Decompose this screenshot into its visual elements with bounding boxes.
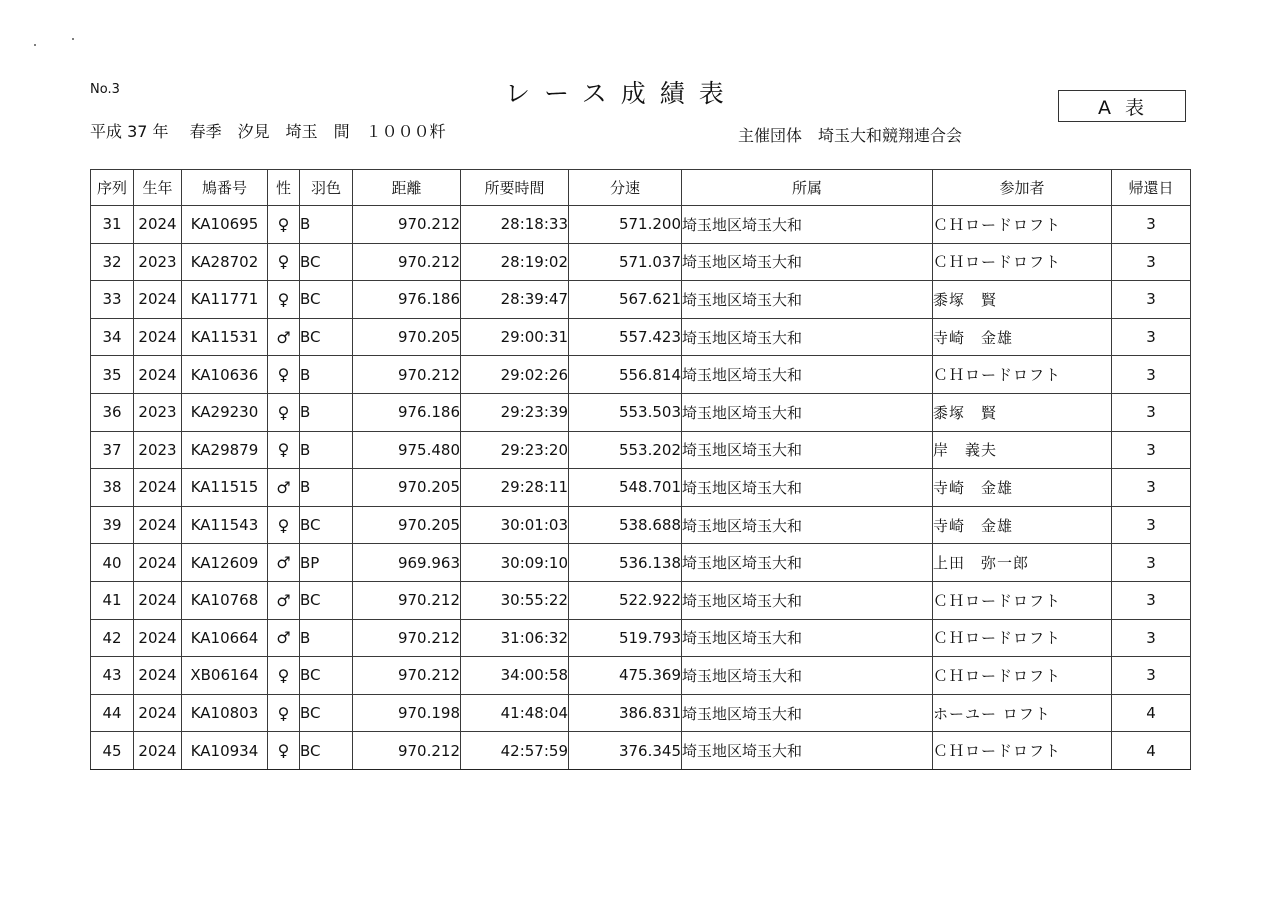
cell-distance: 970.212 <box>353 619 461 657</box>
cell-rank: 41 <box>91 581 134 619</box>
cell-rank: 45 <box>91 732 134 770</box>
cell-ring-number: KA11543 <box>182 506 268 544</box>
cell-color: BP <box>300 544 353 582</box>
cell-birth-year: 2024 <box>134 619 182 657</box>
cell-rank: 44 <box>91 694 134 732</box>
table-row <box>91 206 1191 244</box>
cell-birth-year: 2023 <box>134 243 182 281</box>
cell-affiliation: 埼玉地区埼玉大和 <box>682 469 933 507</box>
col-color: 羽色 <box>300 170 353 206</box>
scan-speck <box>72 38 74 40</box>
cell-participant: 黍塚 賢 <box>933 393 1112 431</box>
cell-color: B <box>300 206 353 244</box>
cell-rank: 34 <box>91 318 134 356</box>
cell-return-day: 3 <box>1112 356 1191 394</box>
col-participant: 参加者 <box>933 170 1112 206</box>
cell-ring-number: XB06164 <box>182 657 268 695</box>
cell-affiliation: 埼玉地区埼玉大和 <box>682 356 933 394</box>
table-row <box>91 506 1191 544</box>
cell-return-day: 3 <box>1112 657 1191 695</box>
table-row <box>91 619 1191 657</box>
cell-speed: 557.423 <box>569 318 682 356</box>
cell-return-day: 3 <box>1112 431 1191 469</box>
cell-return-day: 3 <box>1112 581 1191 619</box>
col-flight-time: 所要時間 <box>461 170 569 206</box>
page-title: レース成績表 <box>505 79 738 108</box>
cell-sex: ♂ <box>268 544 300 582</box>
cell-rank: 33 <box>91 281 134 319</box>
col-affiliation: 所属 <box>682 170 933 206</box>
cell-speed: 522.922 <box>569 581 682 619</box>
cell-distance: 970.205 <box>353 506 461 544</box>
cell-return-day: 3 <box>1112 393 1191 431</box>
cell-return-day: 3 <box>1112 206 1191 244</box>
cell-flight-time: 30:55:22 <box>461 581 569 619</box>
cell-flight-time: 29:02:26 <box>461 356 569 394</box>
cell-ring-number: KA29879 <box>182 431 268 469</box>
cell-color: B <box>300 431 353 469</box>
cell-rank: 40 <box>91 544 134 582</box>
cell-flight-time: 29:23:39 <box>461 393 569 431</box>
cell-rank: 42 <box>91 619 134 657</box>
race-info: 平成 37 年 春季 汐見 埼玉 間 １０００粁 <box>90 122 446 141</box>
cell-rank: 37 <box>91 431 134 469</box>
cell-participant: ホーユー ロフト <box>933 694 1112 732</box>
cell-affiliation: 埼玉地区埼玉大和 <box>682 619 933 657</box>
cell-rank: 36 <box>91 393 134 431</box>
cell-color: BC <box>300 657 353 695</box>
cell-ring-number: KA10934 <box>182 732 268 770</box>
cell-rank: 32 <box>91 243 134 281</box>
cell-birth-year: 2023 <box>134 393 182 431</box>
table-row <box>91 657 1191 695</box>
cell-color: BC <box>300 694 353 732</box>
cell-participant: ＣＨロードロフト <box>933 732 1112 770</box>
cell-color: BC <box>300 581 353 619</box>
organizer: 主催団体 埼玉大和競翔連合会 <box>738 126 963 145</box>
table-row <box>91 469 1191 507</box>
cell-affiliation: 埼玉地区埼玉大和 <box>682 732 933 770</box>
cell-ring-number: KA29230 <box>182 393 268 431</box>
table-row <box>91 732 1191 770</box>
cell-birth-year: 2024 <box>134 506 182 544</box>
cell-affiliation: 埼玉地区埼玉大和 <box>682 318 933 356</box>
cell-distance: 970.212 <box>353 243 461 281</box>
cell-rank: 38 <box>91 469 134 507</box>
cell-distance: 976.186 <box>353 393 461 431</box>
cell-birth-year: 2024 <box>134 581 182 619</box>
cell-birth-year: 2024 <box>134 206 182 244</box>
cell-sex: ♀ <box>268 506 300 544</box>
cell-ring-number: KA10664 <box>182 619 268 657</box>
cell-rank: 39 <box>91 506 134 544</box>
cell-distance: 970.212 <box>353 732 461 770</box>
cell-flight-time: 28:39:47 <box>461 281 569 319</box>
cell-distance: 970.205 <box>353 318 461 356</box>
cell-sex: ♂ <box>268 318 300 356</box>
cell-distance: 970.212 <box>353 657 461 695</box>
cell-sex: ♀ <box>268 243 300 281</box>
cell-sex: ♀ <box>268 657 300 695</box>
cell-speed: 538.688 <box>569 506 682 544</box>
cell-sex: ♀ <box>268 431 300 469</box>
cell-color: B <box>300 356 353 394</box>
col-rank: 序列 <box>91 170 134 206</box>
cell-participant: 寺崎 金雄 <box>933 318 1112 356</box>
cell-color: BC <box>300 732 353 770</box>
cell-participant: 寺崎 金雄 <box>933 506 1112 544</box>
cell-flight-time: 28:19:02 <box>461 243 569 281</box>
cell-return-day: 4 <box>1112 732 1191 770</box>
cell-ring-number: KA11531 <box>182 318 268 356</box>
cell-affiliation: 埼玉地区埼玉大和 <box>682 393 933 431</box>
cell-ring-number: KA10636 <box>182 356 268 394</box>
cell-distance: 970.212 <box>353 581 461 619</box>
col-birth-year: 生年 <box>134 170 182 206</box>
cell-birth-year: 2024 <box>134 469 182 507</box>
cell-rank: 35 <box>91 356 134 394</box>
cell-flight-time: 41:48:04 <box>461 694 569 732</box>
cell-distance: 970.205 <box>353 469 461 507</box>
cell-sex: ♂ <box>268 581 300 619</box>
cell-affiliation: 埼玉地区埼玉大和 <box>682 206 933 244</box>
cell-speed: 519.793 <box>569 619 682 657</box>
cell-sex: ♀ <box>268 732 300 770</box>
cell-flight-time: 28:18:33 <box>461 206 569 244</box>
cell-flight-time: 29:28:11 <box>461 469 569 507</box>
cell-distance: 969.963 <box>353 544 461 582</box>
cell-speed: 571.200 <box>569 206 682 244</box>
cell-participant: ＣＨロードロフト <box>933 619 1112 657</box>
cell-speed: 553.202 <box>569 431 682 469</box>
cell-flight-time: 30:09:10 <box>461 544 569 582</box>
cell-birth-year: 2024 <box>134 732 182 770</box>
cell-flight-time: 42:57:59 <box>461 732 569 770</box>
cell-participant: ＣＨロードロフト <box>933 356 1112 394</box>
cell-flight-time: 29:23:20 <box>461 431 569 469</box>
cell-color: B <box>300 469 353 507</box>
cell-distance: 970.212 <box>353 356 461 394</box>
header-row <box>91 170 1191 206</box>
scan-speck <box>34 44 36 46</box>
cell-affiliation: 埼玉地区埼玉大和 <box>682 544 933 582</box>
cell-distance: 970.212 <box>353 206 461 244</box>
col-sex: 性 <box>268 170 300 206</box>
table-row <box>91 281 1191 319</box>
cell-birth-year: 2024 <box>134 281 182 319</box>
table-row <box>91 694 1191 732</box>
cell-speed: 556.814 <box>569 356 682 394</box>
col-return-day: 帰還日 <box>1112 170 1191 206</box>
cell-flight-time: 31:06:32 <box>461 619 569 657</box>
cell-return-day: 3 <box>1112 469 1191 507</box>
cell-ring-number: KA11771 <box>182 281 268 319</box>
cell-participant: 寺崎 金雄 <box>933 469 1112 507</box>
cell-speed: 567.621 <box>569 281 682 319</box>
cell-speed: 548.701 <box>569 469 682 507</box>
cell-ring-number: KA10695 <box>182 206 268 244</box>
cell-flight-time: 34:00:58 <box>461 657 569 695</box>
cell-flight-time: 29:00:31 <box>461 318 569 356</box>
cell-participant: ＣＨロードロフト <box>933 243 1112 281</box>
cell-sex: ♀ <box>268 281 300 319</box>
cell-return-day: 4 <box>1112 694 1191 732</box>
cell-return-day: 3 <box>1112 243 1191 281</box>
cell-ring-number: KA10768 <box>182 581 268 619</box>
table-row <box>91 431 1191 469</box>
cell-affiliation: 埼玉地区埼玉大和 <box>682 581 933 619</box>
cell-color: BC <box>300 506 353 544</box>
cell-return-day: 3 <box>1112 281 1191 319</box>
cell-flight-time: 30:01:03 <box>461 506 569 544</box>
cell-sex: ♀ <box>268 206 300 244</box>
cell-speed: 376.345 <box>569 732 682 770</box>
cell-birth-year: 2024 <box>134 657 182 695</box>
cell-sex: ♂ <box>268 469 300 507</box>
cell-speed: 536.138 <box>569 544 682 582</box>
cell-speed: 571.037 <box>569 243 682 281</box>
cell-distance: 975.480 <box>353 431 461 469</box>
cell-ring-number: KA11515 <box>182 469 268 507</box>
table-row <box>91 544 1191 582</box>
cell-sex: ♀ <box>268 356 300 394</box>
cell-participant: ＣＨロードロフト <box>933 581 1112 619</box>
cell-color: BC <box>300 243 353 281</box>
results-body <box>91 206 1191 770</box>
cell-sex: ♀ <box>268 694 300 732</box>
cell-birth-year: 2024 <box>134 694 182 732</box>
document-number: No.3 <box>90 82 120 97</box>
table-row <box>91 243 1191 281</box>
cell-birth-year: 2023 <box>134 431 182 469</box>
cell-ring-number: KA10803 <box>182 694 268 732</box>
cell-affiliation: 埼玉地区埼玉大和 <box>682 281 933 319</box>
cell-return-day: 3 <box>1112 506 1191 544</box>
cell-distance: 970.198 <box>353 694 461 732</box>
cell-ring-number: KA28702 <box>182 243 268 281</box>
cell-return-day: 3 <box>1112 544 1191 582</box>
cell-affiliation: 埼玉地区埼玉大和 <box>682 694 933 732</box>
col-ring-number: 鳩番号 <box>182 170 268 206</box>
cell-affiliation: 埼玉地区埼玉大和 <box>682 431 933 469</box>
results-table <box>90 169 1191 770</box>
cell-color: BC <box>300 281 353 319</box>
cell-affiliation: 埼玉地区埼玉大和 <box>682 243 933 281</box>
cell-birth-year: 2024 <box>134 356 182 394</box>
cell-affiliation: 埼玉地区埼玉大和 <box>682 506 933 544</box>
cell-participant: ＣＨロードロフト <box>933 657 1112 695</box>
cell-color: BC <box>300 318 353 356</box>
cell-distance: 976.186 <box>353 281 461 319</box>
cell-participant: 上田 弥一郎 <box>933 544 1112 582</box>
table-row <box>91 393 1191 431</box>
cell-rank: 31 <box>91 206 134 244</box>
col-distance: 距離 <box>353 170 461 206</box>
cell-sex: ♀ <box>268 393 300 431</box>
cell-ring-number: KA12609 <box>182 544 268 582</box>
table-badge: A表 <box>1058 90 1186 122</box>
table-row <box>91 356 1191 394</box>
cell-participant: 黍塚 賢 <box>933 281 1112 319</box>
cell-rank: 43 <box>91 657 134 695</box>
cell-participant: ＣＨロードロフト <box>933 206 1112 244</box>
cell-affiliation: 埼玉地区埼玉大和 <box>682 657 933 695</box>
cell-birth-year: 2024 <box>134 544 182 582</box>
cell-speed: 553.503 <box>569 393 682 431</box>
cell-color: B <box>300 619 353 657</box>
col-speed: 分速 <box>569 170 682 206</box>
cell-color: B <box>300 393 353 431</box>
cell-speed: 386.831 <box>569 694 682 732</box>
cell-participant: 岸 義夫 <box>933 431 1112 469</box>
cell-return-day: 3 <box>1112 318 1191 356</box>
table-row <box>91 581 1191 619</box>
table-row <box>91 318 1191 356</box>
cell-birth-year: 2024 <box>134 318 182 356</box>
cell-speed: 475.369 <box>569 657 682 695</box>
cell-return-day: 3 <box>1112 619 1191 657</box>
cell-sex: ♂ <box>268 619 300 657</box>
